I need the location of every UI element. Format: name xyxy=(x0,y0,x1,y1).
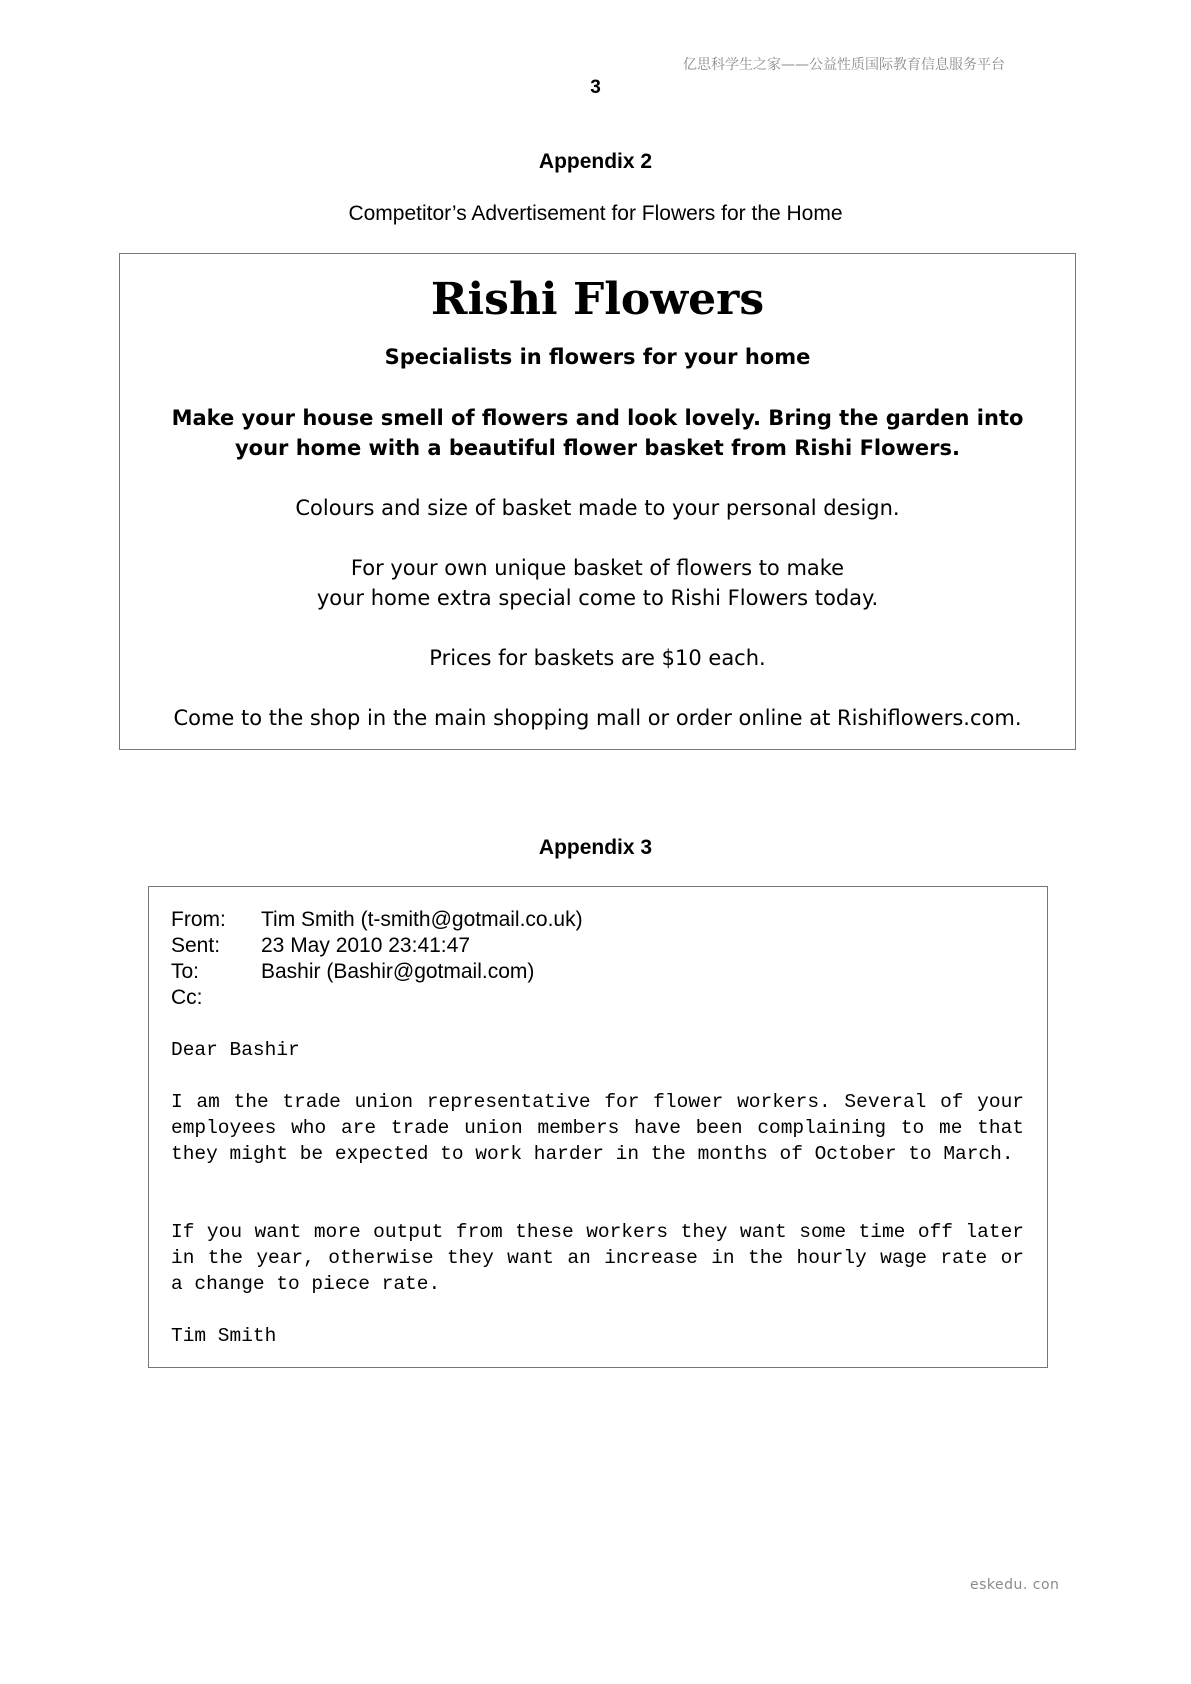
appendix-2-subtitle: Competitor’s Advertisement for Flowers for the Home xyxy=(348,202,843,225)
email-to-row xyxy=(171,959,1031,985)
email-to-label: To: xyxy=(171,960,200,983)
email-from-row xyxy=(171,907,1031,933)
email-box xyxy=(148,886,1048,1368)
ad-intro-line-1: Make your house smell of flowers and look lovely. Bring the garden into xyxy=(171,406,1024,430)
advertisement-box xyxy=(119,253,1076,750)
ad-business-name: Rishi Flowers xyxy=(430,274,765,325)
email-cc-row xyxy=(171,985,1031,1011)
email-sent-row xyxy=(171,933,1031,959)
ad-intro xyxy=(120,403,1075,463)
email-paragraph-2: If you want more output from these workers they want some time off later in the year, otherwise they want an increase in the hourly wage rate or a change to piece rate. xyxy=(171,1221,1024,1295)
email-signature: Tim Smith xyxy=(171,1325,277,1347)
ad-unique-line-2: your home extra special come to Rishi Flowers today. xyxy=(316,586,879,610)
appendix-2-title: Appendix 2 xyxy=(538,150,653,173)
ad-unique-line-1: For your own unique basket of flowers to make xyxy=(350,556,845,580)
ad-intro-line-2: your home with a beautiful flower basket from Rishi Flowers. xyxy=(234,436,961,460)
ad-unique-text xyxy=(120,553,1075,613)
email-from-value xyxy=(261,907,583,933)
email-sent-value: 23 May 2010 23:41:47 xyxy=(261,934,470,957)
ad-colours-text: Colours and size of basket made to your personal design. xyxy=(295,496,900,520)
email-from-label: From: xyxy=(171,908,226,931)
email-greeting: Dear Bashir xyxy=(171,1039,300,1061)
ad-tagline: Specialists in flowers for your home xyxy=(384,345,811,369)
watermark-bottom: eskedu. con xyxy=(970,1577,1060,1593)
ad-prices-text: Prices for baskets are $10 each. xyxy=(429,646,766,670)
email-from-name: Tim Smith xyxy=(261,908,355,931)
appendix-3-title: Appendix 3 xyxy=(538,836,653,859)
email-sent-label: Sent: xyxy=(171,934,221,957)
email-paragraph-1: I am the trade union representative for flower workers. Several of your employees who are trade union members have been complaining to me that they might be expected to work harder in the months of October to March. xyxy=(171,1091,1024,1165)
watermark-top: 亿思科学生之家——公益性质国际教育信息服务平台 xyxy=(683,57,1005,73)
ad-shop-text: Come to the shop in the main shopping mall or order online at Rishiflowers.com. xyxy=(173,706,1022,730)
email-cc-label: Cc: xyxy=(171,986,203,1009)
page-number: 3 xyxy=(590,77,601,98)
email-from-address: (t-smith@gotmail.co.uk) xyxy=(360,908,583,931)
email-to-value: Bashir (Bashir@gotmail.com) xyxy=(261,960,535,983)
